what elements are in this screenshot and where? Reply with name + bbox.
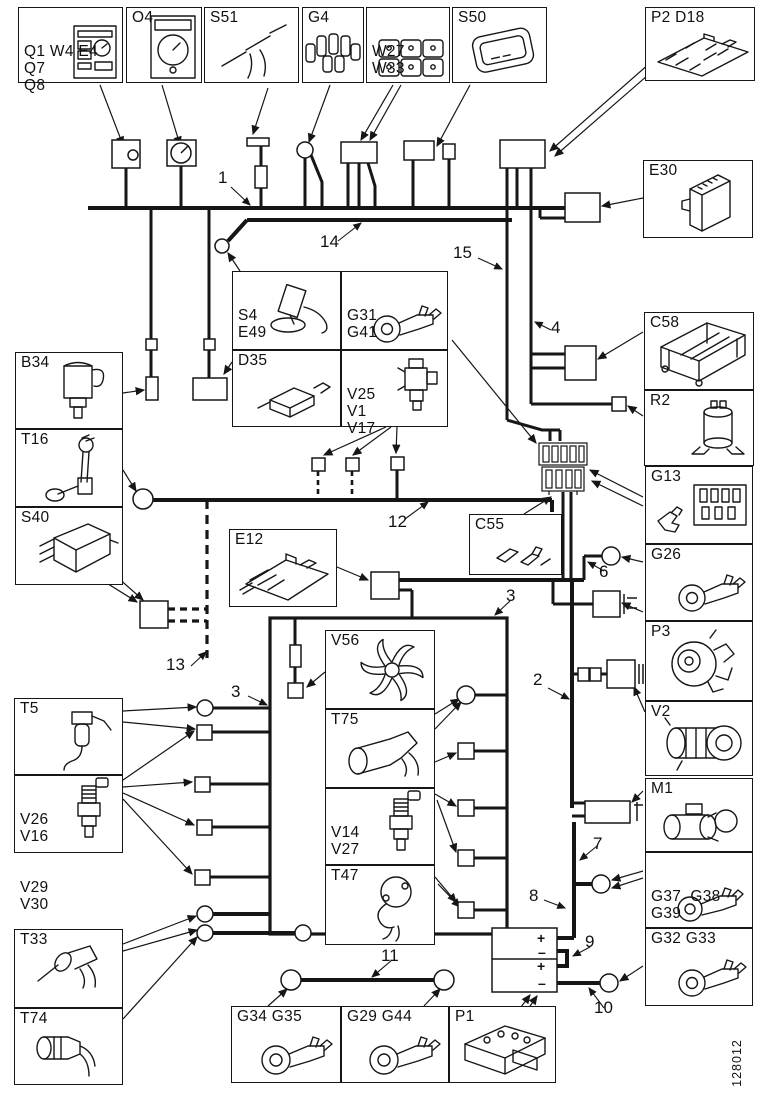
component-label: G4 (308, 9, 330, 26)
speed-sensor-icon (30, 1018, 122, 1084)
component-box-p3 (645, 621, 753, 701)
component-label: C58 (650, 314, 680, 331)
component-label: R2 (650, 392, 671, 409)
component-box-m1 (645, 778, 753, 852)
component-label: V14 V27 (331, 824, 360, 859)
wire-number-14: 14 (320, 232, 339, 251)
component-label: T74 (20, 1010, 48, 1027)
ring-terminal-icon (356, 1030, 448, 1082)
injector-icon (56, 776, 122, 852)
component-label: G26 (651, 546, 682, 563)
stalk-switch-icon (214, 20, 298, 82)
control-unit-icon (666, 165, 752, 237)
battery-terminal-plus-1: + (537, 930, 546, 946)
wire-number-15: 15 (453, 243, 472, 262)
ring-terminal-icon (248, 1030, 340, 1082)
wire-number-7: 7 (593, 834, 603, 853)
wire-number-9: 9 (585, 932, 595, 951)
oil-pressure-sensor-icon (350, 870, 434, 944)
ring-terminal-icon (666, 951, 752, 1005)
component-box-q1-w4-e4 (18, 7, 123, 95)
component-box-e12 (229, 529, 337, 607)
component-box-t5 (14, 698, 123, 775)
component-box-g29-g44 (341, 1006, 449, 1083)
component-label: T16 (21, 431, 49, 448)
ring-terminal-icon (666, 562, 752, 620)
component-label: S50 (458, 9, 487, 26)
solenoid-valve-icon (42, 358, 122, 428)
component-label: V26 V16 V29 V30 (20, 811, 49, 914)
component-label: T75 (331, 711, 359, 728)
component-box-c55 (469, 514, 562, 575)
component-box-w27-w33 (366, 7, 450, 83)
component-box-s51 (204, 7, 299, 83)
component-label: M1 (651, 780, 674, 797)
component-label: E30 (649, 162, 678, 179)
compressor-icon (658, 709, 752, 775)
wire-number-3: 3 (506, 586, 516, 605)
component-label: G34 G35 (237, 1008, 303, 1025)
ignition-switch-icon (258, 279, 340, 349)
wire-number-6: 6 (599, 562, 609, 581)
component-box-g37-g38-g39 (645, 852, 753, 928)
component-box-p2-d18 (645, 7, 755, 81)
injector-icon (368, 789, 434, 864)
component-label: V25 V1 V17 (347, 386, 376, 438)
wire-number-4: 4 (551, 318, 561, 337)
component-label: W27 W33 (372, 43, 405, 78)
battery-terminal-plus-2: + (537, 958, 546, 974)
component-label: T5 (20, 700, 39, 717)
component-box-b34 (15, 352, 123, 429)
component-label: T47 (331, 867, 359, 884)
component-label: C55 (475, 516, 505, 533)
component-label: G32 G33 (651, 930, 717, 947)
component-box-c58 (644, 312, 754, 390)
temperature-sensor-icon (38, 706, 122, 774)
wire-number-1: 1 (218, 168, 228, 187)
component-box-r2 (644, 390, 754, 466)
control-unit-board-icon (236, 544, 336, 606)
component-label: V2 (651, 703, 671, 720)
circuit-board-icon (652, 28, 754, 80)
alternator-icon (660, 624, 752, 700)
component-box-v26-v16-v29-v30 (14, 775, 123, 914)
component-box-s50 (452, 7, 547, 83)
component-label: G29 G44 (347, 1008, 413, 1025)
wire-number-12: 12 (388, 512, 407, 531)
solenoid-valve-icon (383, 354, 447, 426)
component-label: P1 (455, 1008, 475, 1025)
component-label: S40 (21, 509, 50, 526)
component-box-g32-g33 (645, 928, 753, 1006)
component-label: G31 G41 (347, 307, 378, 342)
fuel-level-sender-icon (40, 434, 122, 506)
relay-icon (683, 397, 753, 465)
drawing-number: 128012 (730, 1039, 744, 1087)
component-box-o4 (126, 7, 202, 83)
component-label: E12 (235, 531, 264, 548)
component-label: G13 (651, 468, 682, 485)
component-label: D35 (238, 352, 268, 369)
component-label: O4 (132, 9, 154, 26)
component-box-t33 (14, 929, 123, 1008)
component-box-t16 (15, 429, 123, 507)
component-label: G37 G38 G39 (651, 888, 721, 923)
starter-motor-icon (656, 791, 752, 851)
relay-block-symbol (539, 443, 587, 495)
component-box-s4-e49 (232, 271, 341, 350)
wire-number-2: 2 (533, 670, 543, 689)
component-label: B34 (21, 354, 50, 371)
clip-terminal-icon (489, 534, 561, 574)
component-box-d35 (232, 350, 341, 427)
component-box-g13 (645, 466, 753, 544)
component-box-v2 (645, 701, 753, 776)
component-box-t75 (325, 709, 435, 788)
wire-number-10: 10 (594, 998, 613, 1017)
component-box-s40 (15, 507, 123, 585)
component-box-t74 (14, 1008, 123, 1085)
wire-number-8: 8 (529, 886, 539, 905)
component-label: S51 (210, 9, 239, 26)
component-box-p1 (449, 1006, 556, 1083)
component-box-g26 (645, 544, 753, 621)
component-label: T33 (20, 931, 48, 948)
component-box-t47 (325, 865, 435, 945)
wire-number-11: 11 (381, 946, 399, 965)
battery-terminal-minus-2: – (538, 975, 546, 991)
component-label: P2 D18 (651, 9, 705, 26)
component-label: S4 E49 (238, 307, 267, 342)
fuse-block-icon (652, 477, 752, 543)
connector-cluster-icon (303, 26, 363, 82)
component-box-v25-v1-v17 (341, 350, 448, 438)
component-box-v14-v27-v28-v15 (325, 788, 435, 865)
component-label: Q1 W4 E4 Q7 Q8 (24, 43, 98, 95)
component-box-v56 (325, 630, 435, 709)
diode-module-icon (250, 368, 340, 426)
component-box-g31-g41 (341, 271, 448, 350)
control-pad-icon (460, 18, 546, 82)
component-box-g4 (302, 7, 364, 83)
component-label: V56 (331, 632, 360, 649)
wire-number-13: 13 (166, 655, 185, 674)
component-box-e30 (643, 160, 753, 238)
wire-number-3b: 3 (231, 682, 241, 701)
component-label: P3 (651, 623, 671, 640)
battery-terminal-minus-1: – (538, 944, 546, 960)
component-box-g34-g35 (231, 1006, 341, 1083)
